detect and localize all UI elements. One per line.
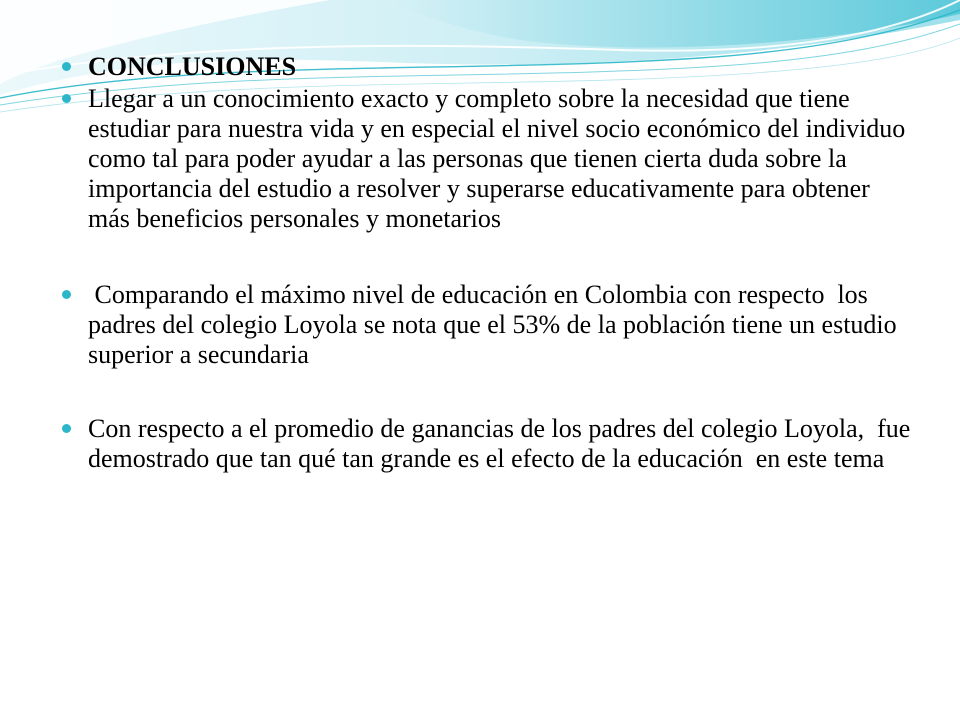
bullet-text: Comparando el máximo nivel de educación en Colombia con respecto los padres del colegio Loyola se nota que el 53% de la población tiene un estudio superior a secundaria [88,280,904,369]
bullet-dot-icon [62,94,71,103]
bullet-dot-icon [62,62,71,71]
bullet-item [62,84,912,234]
bullet-dot-icon [62,424,71,433]
bullet-dot-icon [62,290,71,299]
conclusions-heading [62,52,912,82]
bullet-list [62,52,917,474]
bullet-item [62,414,917,474]
bullet-text: Llegar a un conocimiento exacto y completo sobre la necesidad que tiene estudiar para nuestra vida y en especial el nivel socio económico del individuo como tal para poder ayudar a las personas que tienen cierta duda sobre la importancia del estudio a resolver y superarse educativamente para obtener más beneficios personales y monetarios [88,84,906,233]
heading-text: CONCLUSIONES [88,52,297,81]
bullet-text: Con respecto a el promedio de ganancias de los padres del colegio Loyola, fue demostrado que tan qué tan grande es el efecto de la educación en este tema [88,414,917,473]
bullet-item [62,280,912,370]
